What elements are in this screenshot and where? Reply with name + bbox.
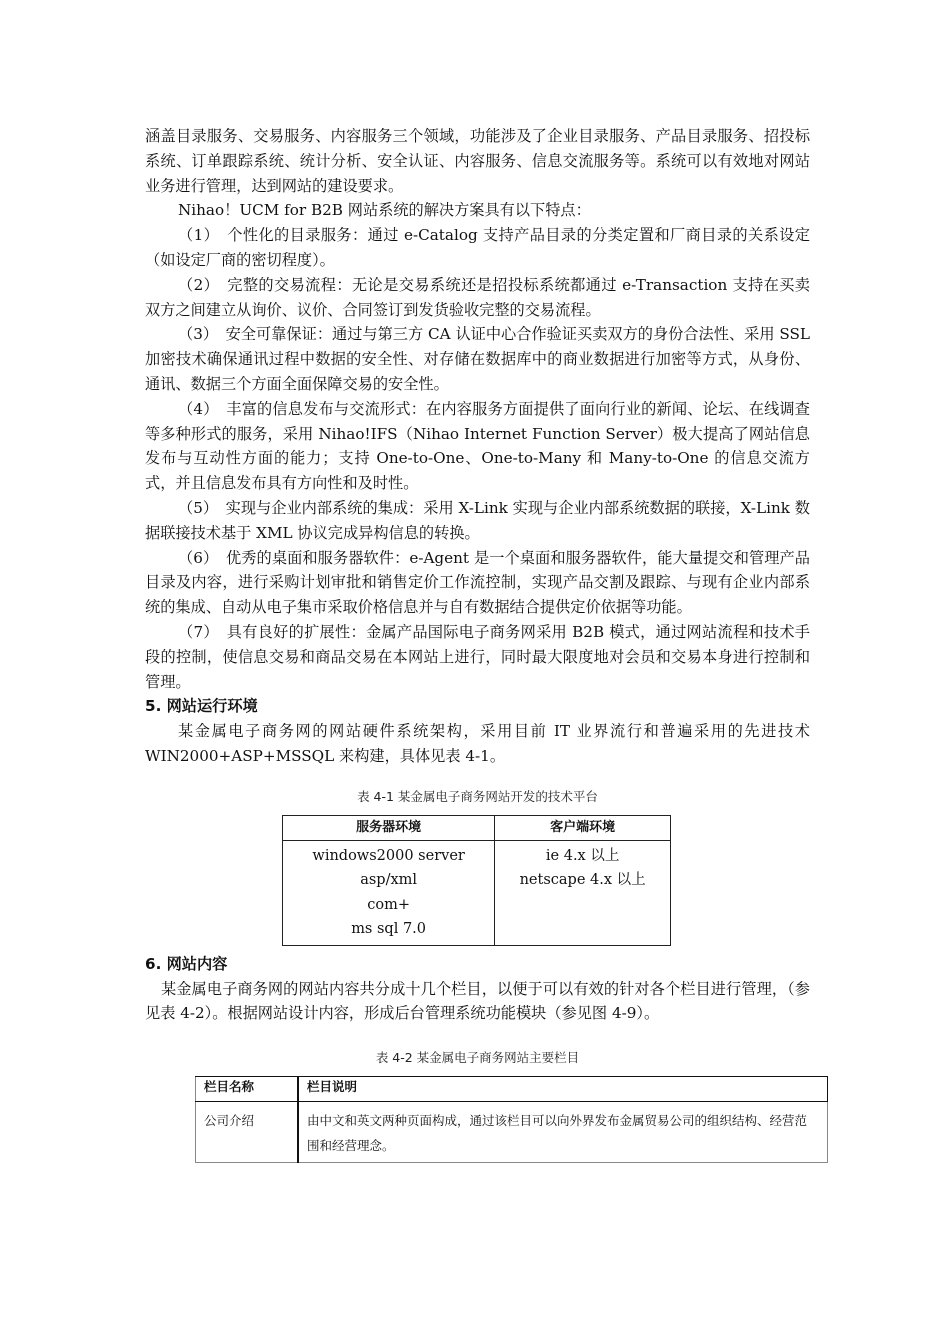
table-row <box>283 840 671 945</box>
table-header-row <box>196 1077 828 1102</box>
column-desc-cell: 由中文和英文两种页面构成，通过该栏目可以向外界发布金属贸易公司的组织结构、经营范围和经营理念。 <box>298 1102 828 1163</box>
feature-item-5: （5） 实现与企业内部系统的集成：采用 X-Link 实现与企业内部系统数据的联接，X-Link 数据联接技术基于 XML 协议完成异构信息的转换。 <box>145 498 810 542</box>
feature-item-3: （3） 安全可靠保证：通过与第三方 CA 认证中心合作验证买卖双方的身份合法性、采用 SSL 加密技术确保通讯过程中数据的安全性、对存储在数据库中的商业数据进行加密等方式，从身份、通讯、数据三个方面全面保障交易的安全性。 <box>145 325 810 393</box>
document-page <box>145 124 810 1163</box>
table-header-row <box>283 815 671 840</box>
section-5-heading: 5. 网站运行环境 <box>145 697 258 716</box>
server-item: windows2000 server <box>312 847 465 864</box>
header-column-desc: 栏目说明 <box>298 1077 828 1102</box>
server-env-cell <box>283 840 495 945</box>
client-env-cell <box>495 840 671 945</box>
table-row <box>196 1102 828 1163</box>
paragraph-features-lead: Nihao！UCM for B2B 网站系统的解决方案具有以下特点： <box>178 201 591 220</box>
server-item: ms sql 7.0 <box>351 921 427 938</box>
header-client-env: 客户端环境 <box>495 815 671 840</box>
tech-platform-table <box>282 815 671 946</box>
site-columns-table <box>195 1076 828 1163</box>
server-item: com+ <box>367 896 410 913</box>
client-item: ie 4.x 以上 <box>545 847 620 864</box>
section-6-text: 某金属电子商务网的网站内容共分成十几个栏目，以便于可以有效的针对各个栏目进行管理，（参见表 4-2）。根据网站设计内容，形成后台管理系统功能模块（参见图 4-9）。 <box>145 979 810 1023</box>
server-item: asp/xml <box>360 872 418 889</box>
feature-item-2: （2） 完整的交易流程：无论是交易系统还是招投标系统都通过 e-Transaction 支持在买卖双方之间建立从询价、议价、合同签订到发货验收完整的交易流程。 <box>145 275 810 319</box>
section-6-heading: 6. 网站内容 <box>145 954 228 973</box>
feature-item-1: （1） 个性化的目录服务：通过 e-Catalog 支持产品目录的分类定置和厂商目录的关系设定（如设定厂商的密切程度）。 <box>145 226 810 269</box>
feature-item-4: （4） 丰富的信息发布与交流形式：在内容服务方面提供了面向行业的新闻、论坛、在线调查等多种形式的服务，采用 Nihao!IFS（Nihao Internet Function Server）极大提高了网站信息发布与互动性方面的能力；支持 One-to-One、One-to-Many 和 Many-to-One 的信息交流方式，并且信息发布具有方向性和及时性。 <box>145 399 810 493</box>
client-item: netscape 4.x 以上 <box>519 872 646 889</box>
header-server-env: 服务器环境 <box>283 815 495 840</box>
feature-item-7: （7） 具有良好的扩展性：金属产品国际电子商务网采用 B2B 模式，通过网站流程和技术手段的控制，使信息交易和商品交易在本网站上进行，同时最大限度地对会员和交易本身进行控制和管理。 <box>145 622 810 691</box>
column-name-cell: 公司介绍 <box>196 1102 299 1163</box>
table-4-1-caption: 表 4-1 某金属电子商务网站开发的技术平台 <box>357 788 598 804</box>
table-4-2-caption: 表 4-2 某金属电子商务网站主要栏目 <box>375 1050 580 1066</box>
feature-item-6: （6） 优秀的桌面和服务器软件：e-Agent 是一个桌面和服务器软件，能大量提交和管理产品目录及内容，进行采购计划审批和销售定价工作流控制，实现产品交割及跟踪、与现有企业内部系统的集成、自动从电子集市采取价格信息并与自有数据结合提供定价依据等功能。 <box>145 548 810 617</box>
section-5-text: 某金属电子商务网的网站硬件系统架构，采用目前 IT 业界流行和普遍采用的先进技术 WIN2000+ASP+MSSQL 来构建，具体见表 4-1。 <box>145 722 810 765</box>
paragraph-intro: 涵盖目录服务、交易服务、内容服务三个领域，功能涉及了企业目录服务、产品目录服务、招投标系统、订单跟踪系统、统计分析、安全认证、内容服务、信息交流服务等。系统可以有效地对网站业务进行管理，达到网站的建设要求。 <box>145 127 810 195</box>
header-column-name: 栏目名称 <box>196 1077 299 1102</box>
